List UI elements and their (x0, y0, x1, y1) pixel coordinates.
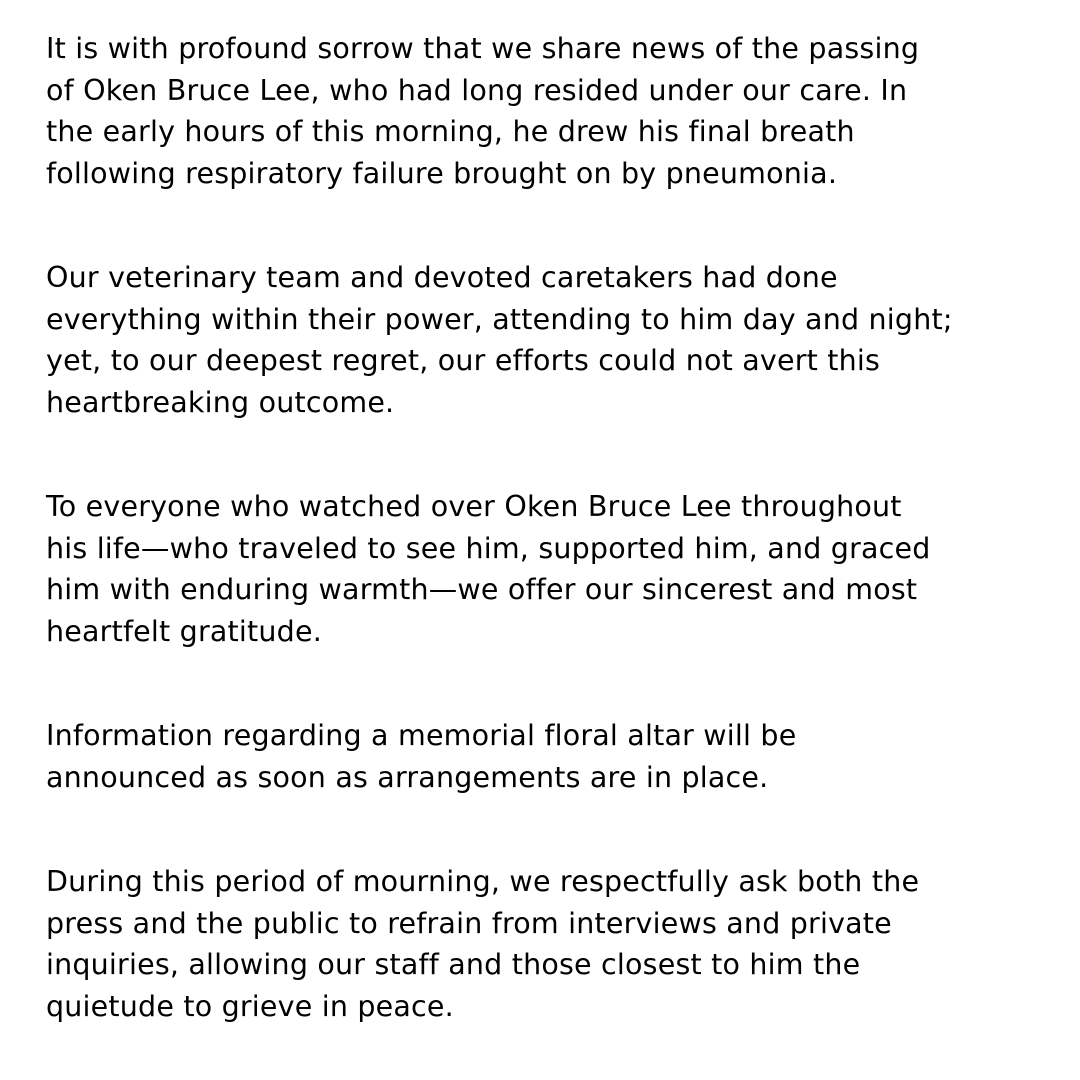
notice-paragraph-passing: It is with profound sorrow that we share news of the passing of Oken Bruce Lee, who had long resided under our care. In the early hours of this morning, he drew his final breath following respiratory failure brought on by pneumonia. (46, 32, 920, 190)
memorial-notice (46, 28, 1046, 1027)
notice-paragraph-gratitude: To everyone who watched over Oken Bruce Lee throughout his life—who traveled to see him, supported him, and graced him with enduring warmth—we offer our sincerest and most heartfelt gratitude. (46, 490, 931, 648)
notice-paragraph-memorial-altar: Information regarding a memorial floral altar will be announced as soon as arrangements are in place. (46, 719, 797, 794)
notice-paragraph-care-efforts: Our veterinary team and devoted caretakers had done everything within their power, attending to him day and night; yet, to our deepest regret, our efforts could not avert this heartbreaking outcome. (46, 261, 953, 419)
notice-paragraph-privacy-request: During this period of mourning, we respectfully ask both the press and the public to refrain from interviews and private inquiries, allowing our staff and those closest to him the quietude to grieve in peace. (46, 865, 920, 1023)
